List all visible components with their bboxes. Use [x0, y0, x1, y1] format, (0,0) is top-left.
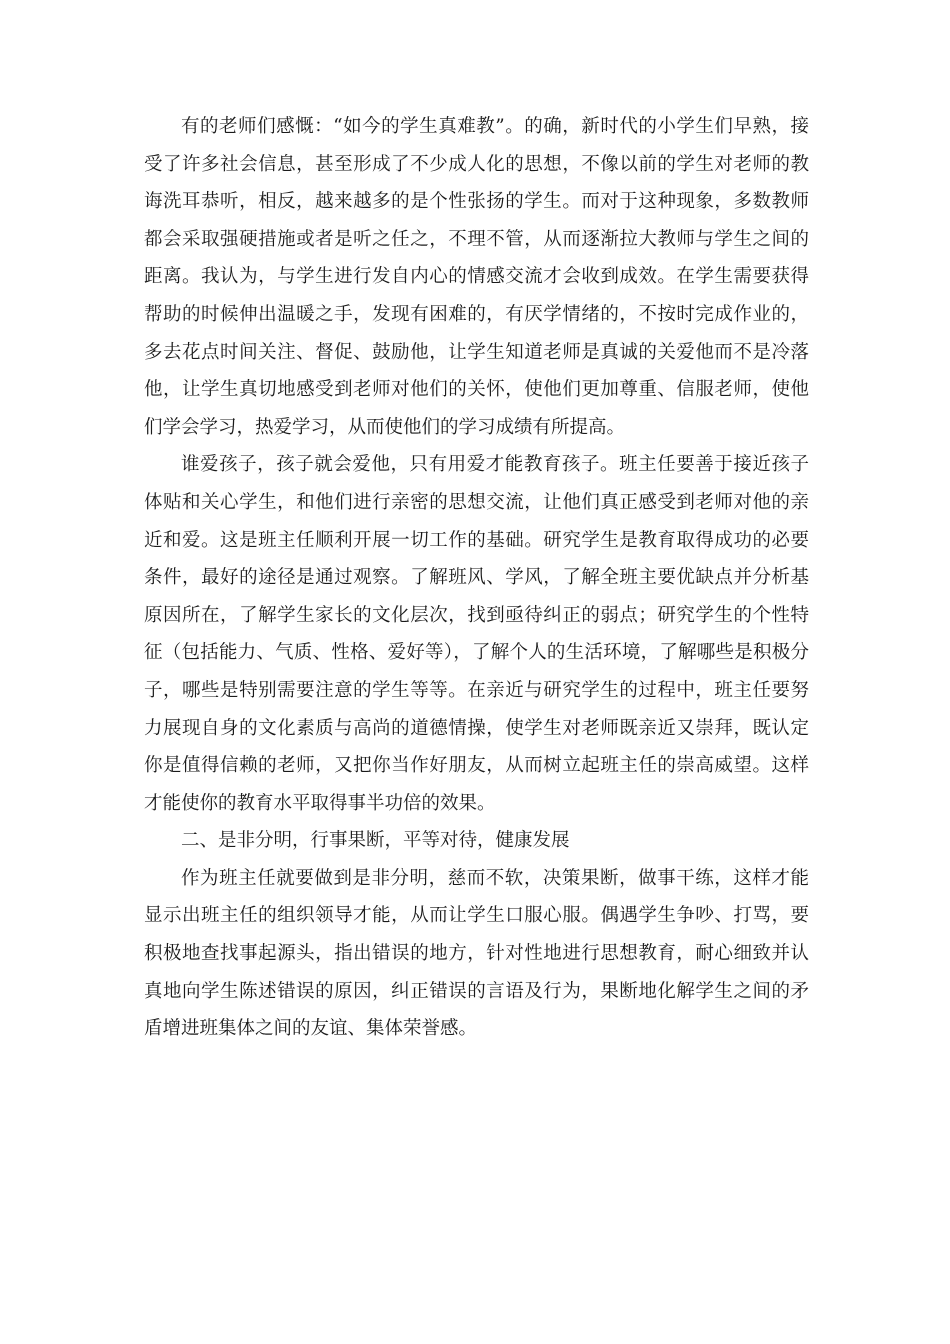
body-paragraph: 作为班主任就要做到是非分明，慈而不软，决策果断，做事干练，这样才能显示出班主任的组织领导才能，从而让学生口服心服。偶遇学生争吵、打骂，要积极地查找事起源头，指出错误的地方，针对性地进行思想教育，耐心细致并认真地向学生陈述错误的原因，纠正错误的言语及行为，果断地化解学生之间的矛盾增进班集体之间的友谊、集体荣誉感。 — [144, 867, 809, 1040]
section-heading: 二、是非分明，行事果断，平等对待，健康发展 — [181, 830, 570, 852]
body-paragraph: 有的老师们感慨：“如今的学生真难教”。的确，新时代的小学生们早熟，接受了许多社会信息，甚至形成了不少成人化的思想，不像以前的学生对老师的教诲洗耳恭听，相反，越来越多的是个性张扬的学生。而对于这种现象，多数教师都会采取强硬措施或者是听之任之，不理不管，从而逐渐拉大教师与学生之间的距离。我认为，与学生进行发自内心的情感交流才会收到成效。在学生需要获得帮助的时候伸出温暖之手，发现有困难的，有厌学情绪的，不按时完成作业的，多去花点时间关注、督促、鼓励他，让学生知道老师是真诚的关爱他而不是冷落他，让学生真切地感受到老师对他们的关怀，使他们更加尊重、信服老师，使他们学会学习，热爱学习，从而使他们的学习成绩有所提高。 — [144, 116, 809, 438]
document-page — [144, 108, 809, 1048]
body-paragraph: 谁爱孩子，孩子就会爱他，只有用爱才能教育孩子。班主任要善于接近孩子体贴和关心学生，和他们进行亲密的思想交流，让他们真正感受到老师对他的亲近和爱。这是班主任顺利开展一切工作的基础。研究学生是教育取得成功的必要条件，最好的途径是通过观察。了解班风、学风，了解全班主要优缺点并分析基原因所在，了解学生家长的文化层次，找到亟待纠正的弱点；研究学生的个性特征（包括能力、气质、性格、爱好等），了解个人的生活环境，了解哪些是积极分子，哪些是特别需要注意的学生等等。在亲近与研究学生的过程中，班主任要努力展现自身的文化素质与高尚的道德情操，使学生对老师既亲近又崇拜，既认定你是值得信赖的老师，又把你当作好朋友，从而树立起班主任的崇高威望。这样才能使你的教育水平取得事半功倍的效果。 — [144, 454, 809, 814]
